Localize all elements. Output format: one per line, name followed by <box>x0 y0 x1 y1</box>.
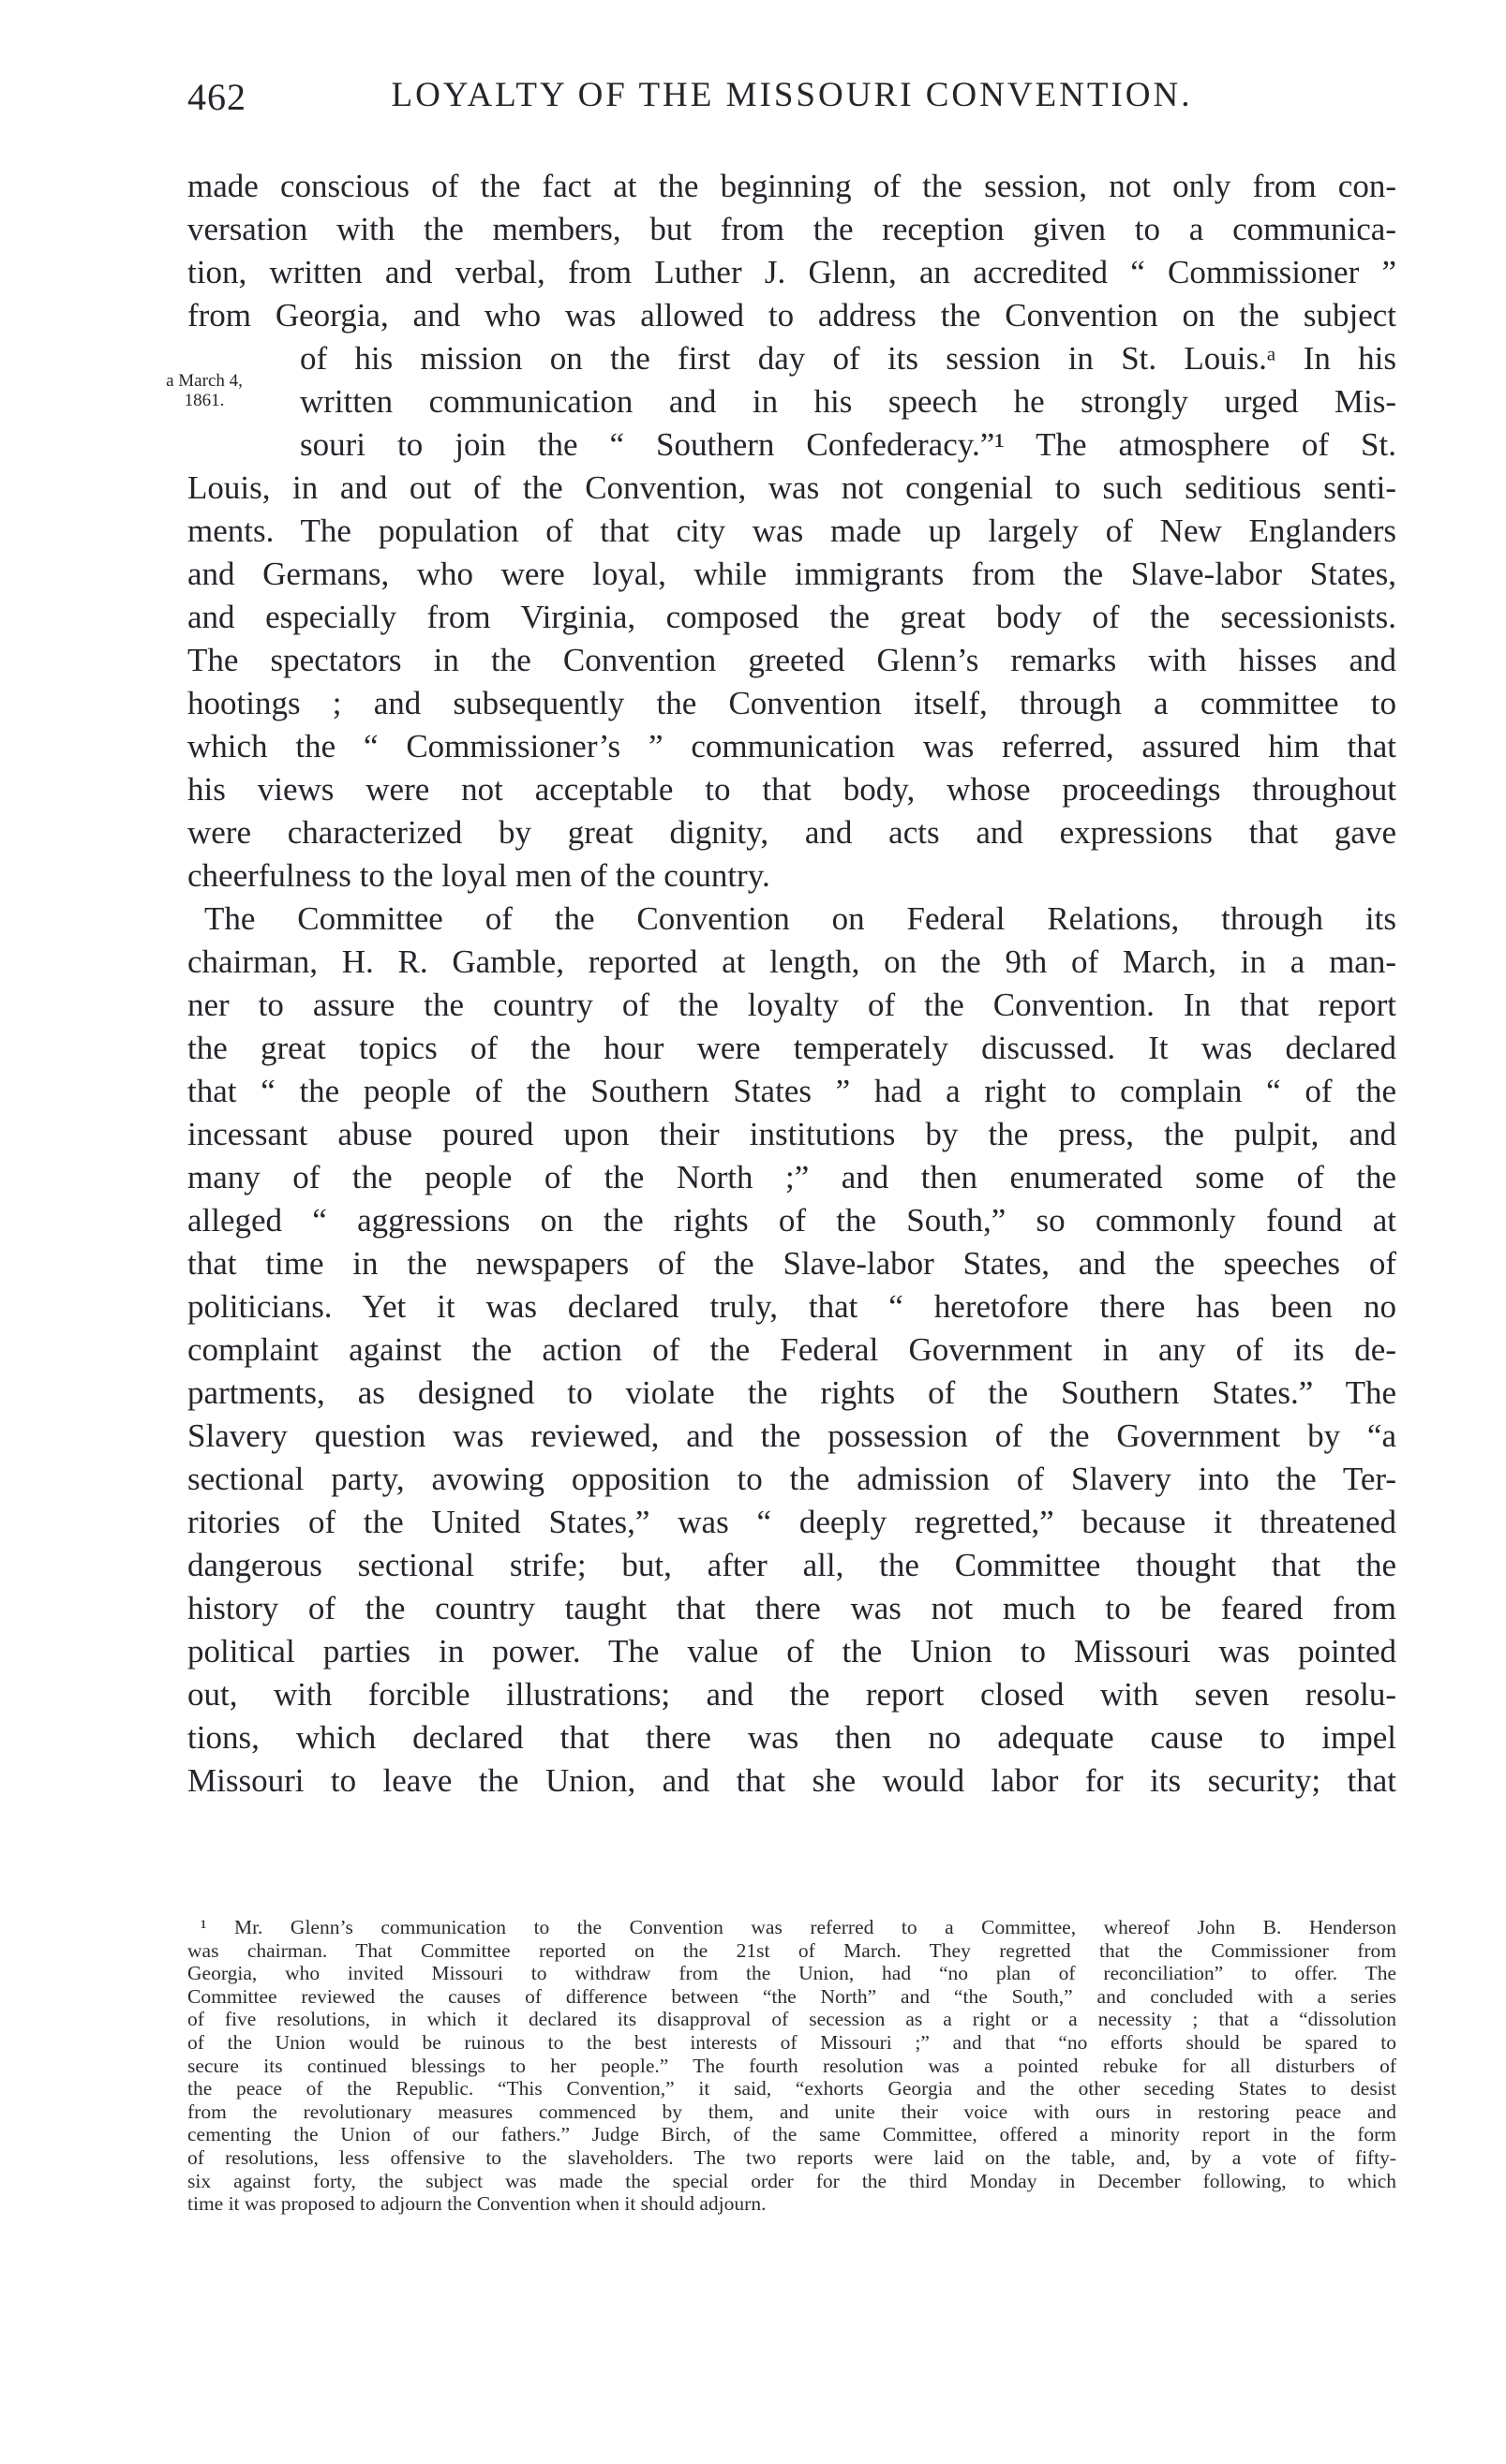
footnote-line: from the revolutionary measures commenced by them, and unite their voice with ours in restoring peace and <box>187 2100 1396 2123</box>
text-line: sectional party, avowing opposition to the admission of Slavery into the Ter- <box>187 1461 1396 1497</box>
text-line: which the “ Commissioner’s ” communication was referred, assured him that <box>187 728 1396 764</box>
text-line: and Germans, who were loyal, while immigrants from the Slave-labor States, <box>187 556 1396 592</box>
footnote-line: of resolutions, less offensive to the slaveholders. The two reports were laid on the table, and, by a vote of fifty- <box>187 2145 1396 2169</box>
text-line: the great topics of the hour were temperately discussed. It was declared <box>187 1030 1396 1066</box>
text-line: dangerous sectional strife; but, after all, the Committee thought that the <box>187 1547 1396 1583</box>
text-line: from Georgia, and who was allowed to address the Convention on the subject <box>187 297 1396 334</box>
text-line: partments, as designed to violate the rights of the Southern States.” The <box>187 1374 1396 1411</box>
text-line: that “ the people of the Southern States ” had a right to complain “ of the <box>187 1073 1396 1109</box>
text-line: versation with the members, but from the reception given to a communica- <box>187 211 1396 247</box>
text-line: written communication and in his speech he strongly urged Mis- <box>300 383 1396 420</box>
text-line: ritories of the United States,” was “ deeply regretted,” because it threatened <box>187 1504 1396 1540</box>
text-line: ments. The population of that city was made up largely of New Englanders <box>187 512 1396 549</box>
running-title: LOYALTY OF THE MISSOURI CONVENTION. <box>391 76 1193 114</box>
text-line: and especially from Virginia, composed the great body of the secessionists. <box>187 599 1396 635</box>
footnote-line: time it was proposed to adjourn the Convention when it should adjourn. <box>187 2192 767 2216</box>
text-line: politicians. Yet it was declared truly, that “ heretofore there has been no <box>187 1288 1396 1325</box>
text-line: The Committee of the Convention on Federal Relations, through its <box>204 900 1396 937</box>
text-line: of his mission on the first day of its session in St. Louis.ᵃ In his <box>300 340 1396 377</box>
footnote-line: of five resolutions, in which it declared its disapproval of secession as a right or a necessity ; that a “dissolution <box>187 2008 1396 2031</box>
text-line: made conscious of the fact at the beginning of the session, not only from con- <box>187 168 1396 204</box>
page-header <box>187 75 1396 131</box>
margin-note-line: a March 4, <box>166 371 243 391</box>
text-line: history of the country taught that there was not much to be feared from <box>187 1590 1396 1626</box>
text-line: political parties in power. The value of the Union to Missouri was pointed <box>187 1633 1396 1670</box>
margin-note-line: 1861. <box>184 391 225 410</box>
text-line: Slavery question was reviewed, and the possession of the Government by “a <box>187 1418 1396 1454</box>
footnote-line: of the Union would be ruinous to the best interests of Missouri ;” and that “no efforts should be spared to <box>187 2030 1396 2054</box>
text-line: out, with forcible illustrations; and the report closed with seven resolu- <box>187 1676 1396 1713</box>
footnote-line: secure its continued blessings to her people.” The fourth resolution was a pointed rebuke for all disturbers of <box>187 2054 1396 2077</box>
text-line: tions, which declared that there was then no adequate cause to impel <box>187 1719 1396 1756</box>
footnotes <box>187 1916 1396 2216</box>
footnote-line: cementing the Union of our fathers.” Judge Birch, of the same Committee, offered a minority report in the form <box>187 2123 1396 2146</box>
text-line: cheerfulness to the loyal men of the country. <box>187 857 770 894</box>
text-line: ner to assure the country of the loyalty of the Convention. In that report <box>187 987 1396 1023</box>
text-line: The spectators in the Convention greeted Glenn’s remarks with hisses and <box>187 642 1396 678</box>
text-line: hootings ; and subsequently the Convention itself, through a committee to <box>187 685 1396 721</box>
text-line: his views were not acceptable to that body, whose proceedings throughout <box>187 771 1396 808</box>
text-line: chairman, H. R. Gamble, reported at length, on the 9th of March, in a man- <box>187 943 1396 980</box>
text-line: many of the people of the North ;” and then enumerated some of the <box>187 1159 1396 1195</box>
text-line: complaint against the action of the Federal Government in any of its de- <box>187 1331 1396 1368</box>
footnote-line: Georgia, who invited Missouri to withdraw from the Union, had “no plan of reconciliation” to offer. The <box>187 1962 1396 1985</box>
text-line: Missouri to leave the Union, and that she would labor for its security; that <box>187 1762 1396 1799</box>
footnote-line: was chairman. That Committee reported on the 21st of March. They regretted that the Commissioner from <box>187 1938 1396 1962</box>
main-text <box>187 165 1396 1803</box>
text-line: Louis, in and out of the Convention, was not congenial to such seditious senti- <box>187 469 1396 506</box>
footnote-line: ¹ Mr. Glenn’s communication to the Convention was referred to a Committee, whereof John B. Henderson <box>201 1916 1396 1938</box>
footnote-line: Committee reviewed the causes of difference between “the North” and “the South,” and concluded with a series <box>187 1984 1396 2008</box>
text-line: that time in the newspapers of the Slave-labor States, and the speeches of <box>187 1245 1396 1282</box>
text-line: tion, written and verbal, from Luther J. Glenn, an accredited “ Commissioner ” <box>187 254 1396 290</box>
page-number: 462 <box>187 76 246 118</box>
text-line: incessant abuse poured upon their institutions by the press, the pulpit, and <box>187 1116 1396 1152</box>
text-line: were characterized by great dignity, and acts and expressions that gave <box>187 814 1396 851</box>
footnote-line: six against forty, the subject was made the special order for the third Monday in December following, to which <box>187 2169 1396 2192</box>
footnote-line: the peace of the Republic. “This Convention,” it said, “exhorts Georgia and the other seceding States to desist <box>187 2077 1396 2100</box>
text-line: souri to join the “ Southern Confederacy.”¹ The atmosphere of St. <box>300 426 1396 463</box>
text-line: alleged “ aggressions on the rights of the South,” so commonly found at <box>187 1202 1396 1239</box>
